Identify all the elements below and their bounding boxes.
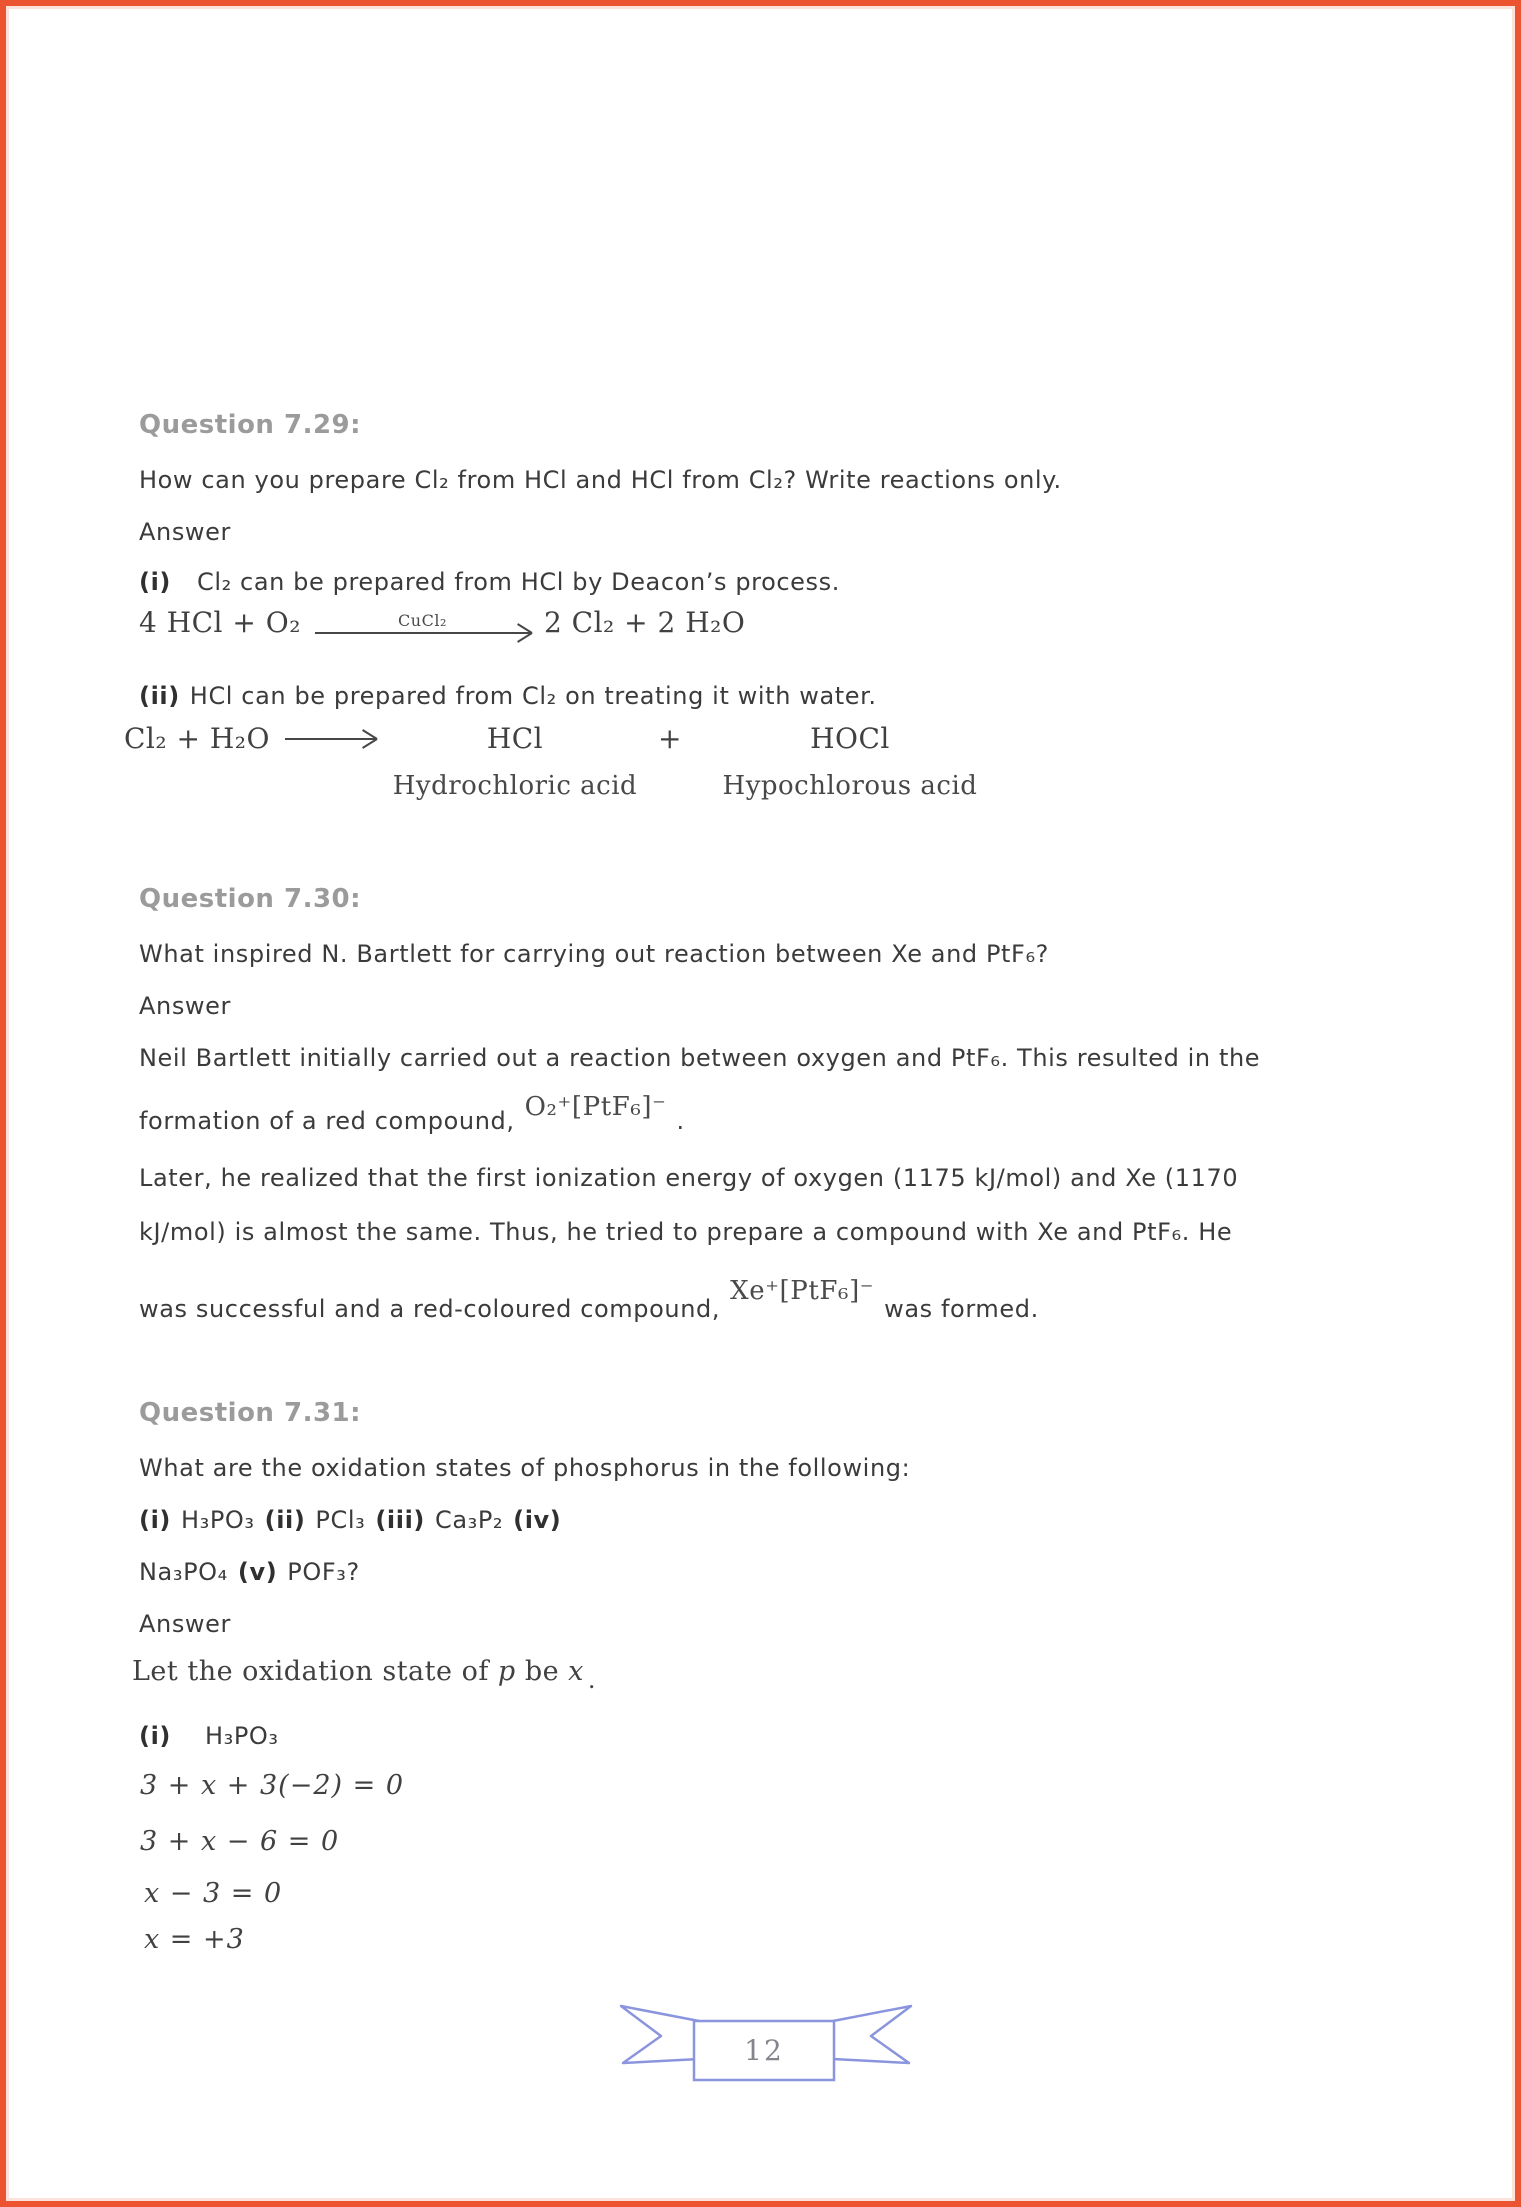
equation2-lhs: Cl₂ + H₂O: [124, 722, 270, 755]
math-step-4: x = +3: [144, 1924, 245, 1955]
marker-iii: (iii): [375, 1506, 425, 1534]
marker-v: (v): [237, 1558, 278, 1586]
question-7-31-list-line2: [139, 1558, 360, 1586]
working-item-formula: H₃PO₃: [204, 1722, 279, 1750]
intro-text: Let the oxidation state of: [132, 1656, 489, 1687]
line5-end-text: was formed.: [884, 1295, 1039, 1323]
formula-ca3p2: Ca₃P₂: [434, 1506, 504, 1534]
catalyst-label: CuCl₂: [398, 611, 447, 630]
working-item-i: [139, 1722, 279, 1750]
xenon-hexafluoroplatinate-formula: Xe⁺[PtF₆]⁻: [730, 1276, 875, 1306]
question-7-31-text: What are the oxidation states of phosphorus in the following:: [139, 1454, 911, 1482]
question-7-29-text: How can you prepare Cl₂ from HCl and HCl from Cl₂? Write reactions only.: [139, 466, 1062, 494]
math-step-2: 3 + x − 6 = 0: [140, 1826, 340, 1857]
marker-i: (i): [139, 1506, 171, 1534]
formula-pof3: POF₃?: [287, 1558, 360, 1586]
variable-p: p: [497, 1656, 516, 1687]
answer-7-30-line1: Neil Bartlett initially carried out a reaction between oxygen and PtF₆. This resulted in the: [139, 1044, 1261, 1072]
math-step-1: 3 + x + 3(−2) = 0: [140, 1770, 404, 1801]
product2-name: Hypochlorous acid: [722, 771, 978, 801]
deacon-process-equation: [139, 606, 745, 639]
equation1-lhs: 4 HCl + O₂: [139, 606, 301, 639]
ribbon-right-tail: [833, 2006, 911, 2063]
arrow-shaft: [315, 632, 530, 634]
question-7-30-answer-label: Answer: [139, 992, 231, 1020]
line5-text: was successful and a red-coloured compound,: [139, 1295, 721, 1323]
chlorine-water-equation: [124, 722, 1000, 801]
intro-mid-text: be: [524, 1656, 560, 1687]
question-7-29-answer-label: Answer: [139, 518, 231, 546]
ribbon-left-tail: [621, 2006, 699, 2063]
product1-name: Hydrochloric acid: [392, 771, 638, 801]
formula-na3po4: Na₃PO₄: [139, 1558, 228, 1586]
line2-period: .: [676, 1107, 685, 1135]
marker-ii: (ii): [264, 1506, 306, 1534]
oxidation-state-intro: [132, 1656, 597, 1694]
product-hcl: HCl: [486, 722, 544, 755]
page-number: 12: [744, 2034, 784, 2067]
question-7-29-item-i: [139, 568, 840, 596]
product-hocl: HOCl: [810, 722, 890, 755]
formula-h3po3: H₃PO₃: [180, 1506, 255, 1534]
marker-iv: (iv): [513, 1506, 562, 1534]
item-i-text: Cl₂ can be prepared from HCl by Deacon’s process.: [196, 568, 840, 596]
reaction-arrow: [315, 611, 530, 634]
equation1-rhs: 2 Cl₂ + 2 H₂O: [543, 606, 746, 639]
math-step-3: x − 3 = 0: [144, 1878, 283, 1909]
page-number-ribbon: [616, 2002, 916, 2086]
arrow-shaft-2: [285, 738, 375, 740]
question-7-30-text: What inspired N. Bartlett for carrying out reaction between Xe and PtF₆?: [139, 940, 1050, 968]
dioxygenyl-hexafluoroplatinate-formula: O₂⁺[PtF₆]⁻: [524, 1092, 667, 1122]
item-i-marker: (i): [139, 568, 171, 596]
variable-x: x: [568, 1656, 584, 1687]
answer-7-30-line3: Later, he realized that the first ionization energy of oxygen (1175 kJ/mol) and Xe (1170: [139, 1164, 1239, 1192]
plus-sign: +: [657, 722, 682, 755]
line2-text: formation of a red compound,: [139, 1107, 515, 1135]
answer-7-30-line2: [139, 1092, 685, 1136]
question-7-29-item-ii: [139, 682, 877, 710]
working-item-marker: (i): [139, 1722, 171, 1750]
question-7-31-list-line1: [139, 1506, 561, 1534]
formula-pcl3: PCl₃: [315, 1506, 366, 1534]
intro-period: .: [587, 1666, 597, 1694]
question-7-29-heading: Question 7.29:: [139, 410, 362, 440]
item-ii-text: HCl can be prepared from Cl₂ on treating it with water.: [189, 682, 877, 710]
question-7-31-answer-label: Answer: [139, 1610, 231, 1638]
reaction-arrow-2: [270, 738, 390, 740]
item-ii-marker: (ii): [139, 682, 180, 710]
question-7-31-heading: Question 7.31:: [139, 1398, 362, 1428]
answer-7-30-line4: kJ/mol) is almost the same. Thus, he tried to prepare a compound with Xe and PtF₆. He: [139, 1218, 1233, 1246]
answer-7-30-line5: [139, 1276, 1039, 1324]
question-7-30-heading: Question 7.30:: [139, 884, 362, 914]
